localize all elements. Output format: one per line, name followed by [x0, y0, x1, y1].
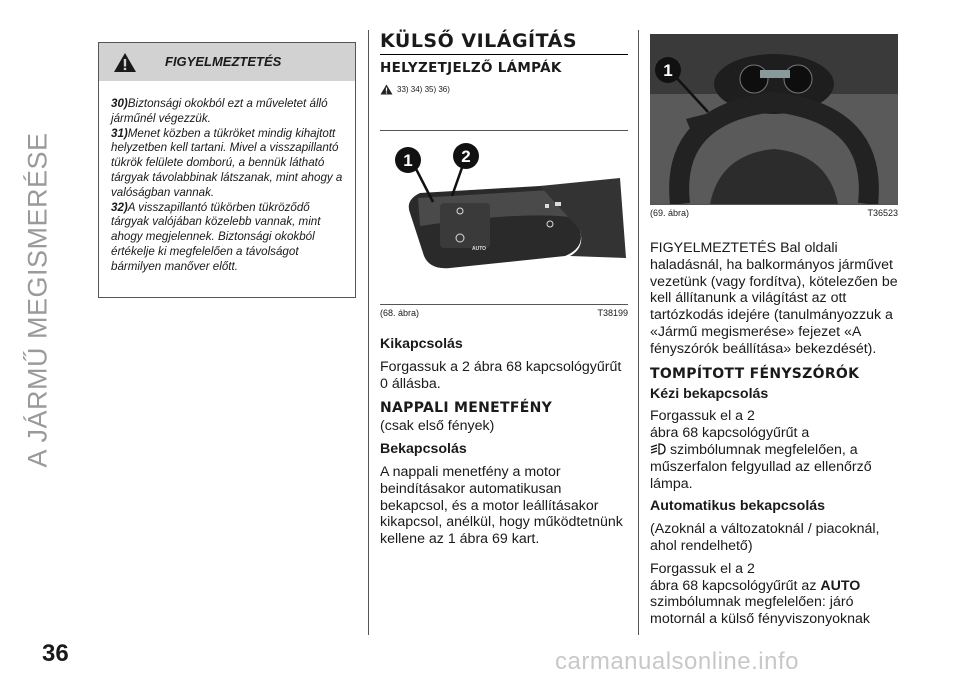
callout-1: 1	[403, 151, 413, 170]
warning-item: 30)Biztonsági okokból ezt a műveletet álló járműnél végezzük.	[111, 97, 328, 125]
warning-header	[99, 43, 355, 81]
warning-text	[99, 81, 355, 275]
figure-69-steering-wheel	[650, 34, 898, 204]
text-nappali-note: (csak első fények)	[380, 418, 495, 435]
figure-68-light-stalk	[380, 138, 628, 302]
heading-tompitott: TOMPÍTOTT FÉNYSZÓRÓK	[650, 365, 860, 382]
text-bekapcsolas: A nappali menetfény a motor beindításakor automatikusan bekapcsol, és a motor leállításakor kikapcsol, anélkül, hogy működtetnünk kellene az 1 ábra 69 kart.	[380, 463, 623, 548]
warning-refs: 33) 34) 35) 36)	[380, 84, 628, 95]
warning-title: FIGYELMEZTETÉS	[165, 54, 282, 69]
warning-ref-icon	[380, 84, 393, 95]
figure-69-rule	[650, 204, 898, 205]
figure-68-rule	[380, 304, 628, 305]
text-kikapcsolas: Forgassuk a 2 ábra 68 kapcsológyűrűt 0 állásba.	[380, 358, 622, 392]
text-kezi-bekapcsolas: Forgassuk el a 2 ábra 68 kapcsológyűrűt a szimbólumnak megfelelően, a műszerfalon felgyullad az ellenőrző lámpa.	[650, 408, 872, 492]
heading-auto-bekapcsolas: Automatikus bekapcsolás	[650, 498, 826, 515]
warning-item: 32)A visszapillantó tükörben tükröződő tárgyak valójában közelebb vannak, mint ahogy megjelennek. Biztonsági okokból értékelje ki megfelelően a távolságot bármilyen manőver előtt.	[111, 200, 321, 273]
heading-nappali-menetfeny: NAPPALI MENETFÉNY	[380, 400, 553, 417]
callout-2: 2	[461, 147, 471, 166]
chapter-side-title-text: A JÁRMŰ MEGISMERÉSE	[22, 132, 53, 468]
figure-top-rule	[380, 130, 628, 131]
callout-1: 1	[663, 61, 673, 80]
section-title: KÜLSŐ VILÁGÍTÁS	[380, 30, 628, 55]
warning-box	[98, 42, 356, 298]
text-warning-left-side: FIGYELMEZTETÉS Bal oldali haladásnál, ha balkormányos járművet vezetünk (vagy fordítva), kötelezően be kell állítanunk a világítást az ott tartózkodás idejére (tanulmányozzuk a «Jármű megismerése» fejezet «A fényszórók beállítása» bekezdését).	[650, 240, 898, 357]
column-2-body	[380, 336, 632, 554]
footer-watermark: carmanualsonline.info	[555, 648, 799, 675]
column-divider	[368, 30, 369, 635]
low-beam-icon	[650, 443, 666, 455]
auto-label: AUTO	[472, 246, 487, 252]
figure-68-caption: (68. ábra) T38199	[380, 308, 628, 318]
warning-item: 31)Menet közben a tükröket mindig kihajtott helyzetben kell tartani. Mivel a visszapillantó tükrök felülete domború, a bennük látható tárgyak távolabbinak látszanak, mint ahogy a valóságban vannak.	[111, 126, 343, 199]
heading-bekapcsolas: Bekapcsolás	[380, 441, 467, 458]
heading-kezi-bekapcsolas: Kézi bekapcsolás	[650, 385, 769, 402]
heading-kikapcsolas: Kikapcsolás	[380, 336, 463, 352]
column-3-body	[650, 240, 898, 634]
subsection-title: HELYZETJELZŐ LÁMPÁK	[380, 60, 562, 76]
text-auto-note: (Azoknál a változatoknál / piacoknál, ahol rendelhető)	[650, 521, 880, 554]
warning-triangle-icon	[113, 52, 137, 73]
column-2	[380, 30, 628, 95]
page-number: 36	[42, 640, 69, 667]
text-auto-bekapcsolas: Forgassuk el a 2 ábra 68 kapcsológyűrűt az AUTO szimbólumnak megfelelően: járó motornál a külső fényviszonyoknak	[650, 560, 871, 628]
column-divider	[638, 30, 639, 635]
figure-69-caption: (69. ábra) T36523	[650, 208, 898, 218]
